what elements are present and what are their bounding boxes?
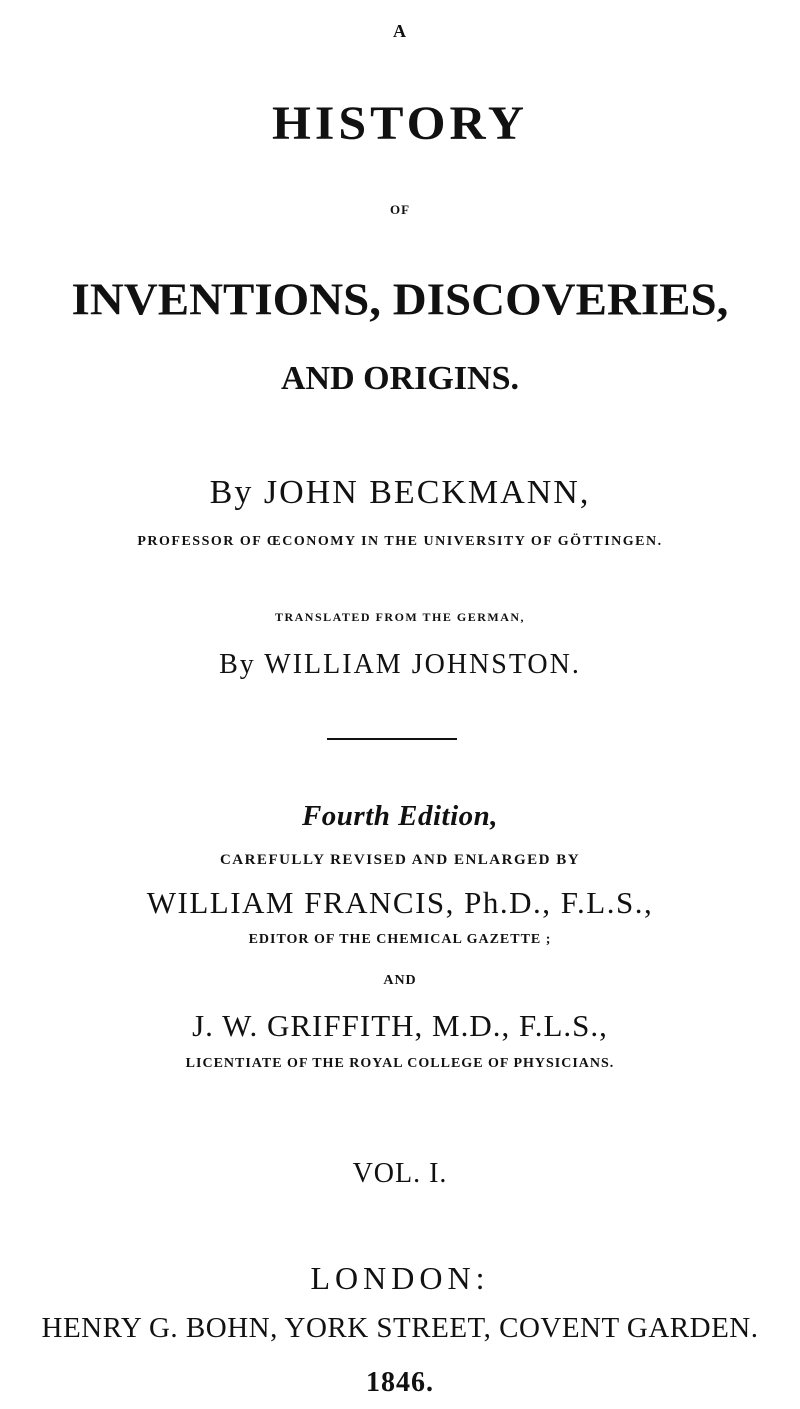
author-role: PROFESSOR OF ŒCONOMY IN THE UNIVERSITY OF GÖTTINGEN. xyxy=(137,534,663,549)
title-main: HISTORY xyxy=(272,96,528,150)
reviser-griffith-role: LICENTIATE OF THE ROYAL COLLEGE OF PHYSICIANS. xyxy=(185,1056,615,1071)
reviser-francis: WILLIAM FRANCIS, Ph.D., F.L.S., xyxy=(146,885,654,920)
imprint-year: 1846. xyxy=(366,1367,434,1398)
title-subject: INVENTIONS, DISCOVERIES, xyxy=(71,274,729,326)
imprint-publisher: HENRY G. BOHN, YORK STREET, COVENT GARDEN. xyxy=(41,1312,759,1344)
reviser-griffith: J. W. GRIFFITH, M.D., F.L.S., xyxy=(192,1008,608,1043)
translated-line: TRANSLATED FROM THE GERMAN, xyxy=(274,610,526,624)
and-line: AND xyxy=(383,973,417,988)
revised-line: CAREFULLY REVISED AND ENLARGED BY xyxy=(219,852,581,868)
edition-line: Fourth Edition, xyxy=(301,800,499,832)
title-of: OF xyxy=(389,202,411,217)
title-subject-continued: AND ORIGINS. xyxy=(280,360,520,397)
reviser-francis-role: EDITOR OF THE CHEMICAL GAZETTE ; xyxy=(248,932,552,947)
divider-rule xyxy=(327,738,457,740)
imprint-place: LONDON: xyxy=(310,1260,490,1296)
author-line: By JOHN BECKMANN, xyxy=(209,474,591,511)
volume-number: VOL. I. xyxy=(352,1158,448,1189)
title-article: A xyxy=(393,21,407,41)
translator-line: By WILLIAM JOHNSTON. xyxy=(219,649,581,680)
